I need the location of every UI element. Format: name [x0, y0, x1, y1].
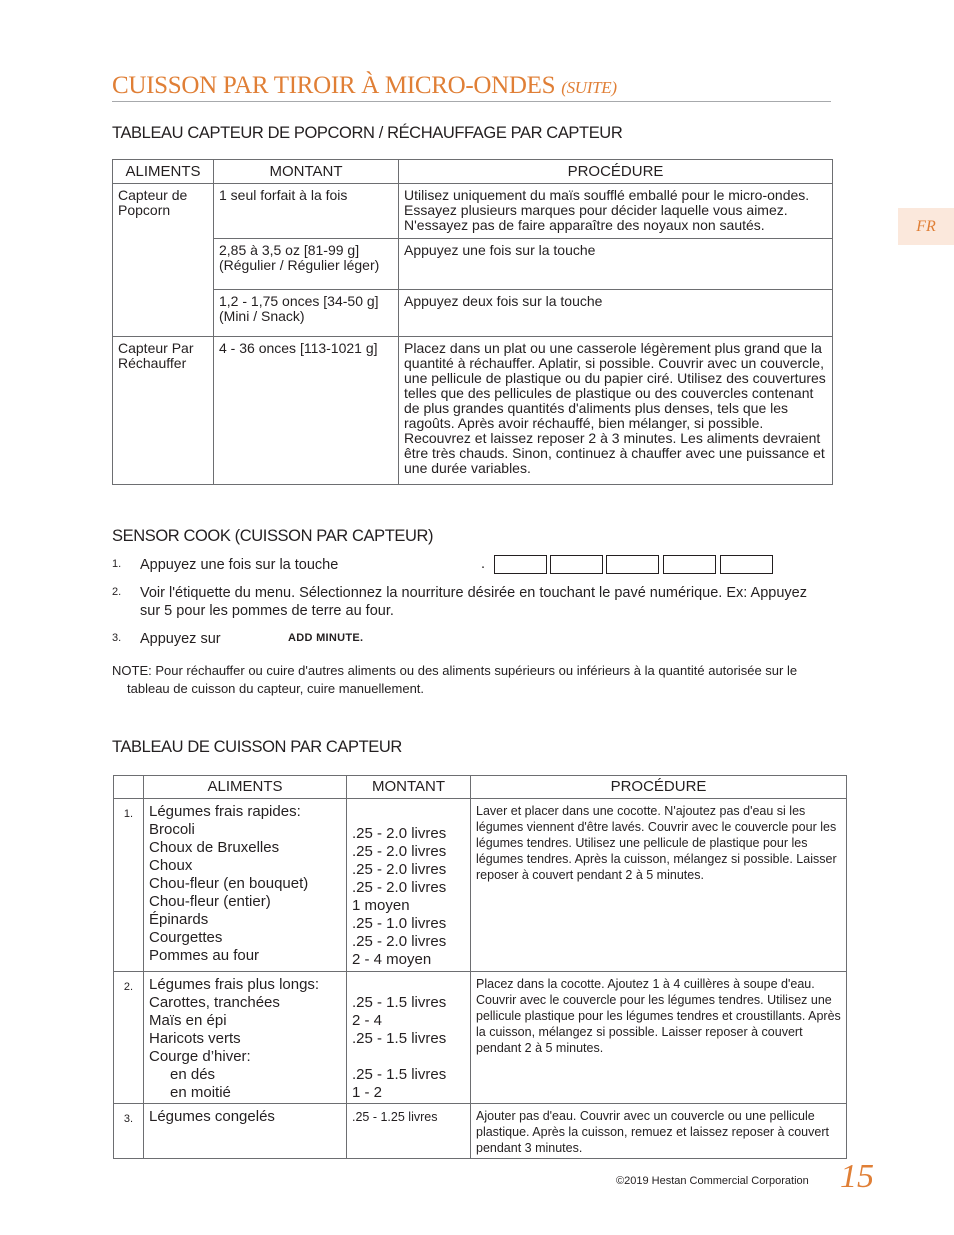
amount-item: .25 - 1.5 livres — [352, 994, 447, 1011]
sensor-cook-table — [113, 775, 847, 1159]
food-cell: Capteur Par Réchauffer — [113, 337, 214, 485]
procedure-cell: Appuyez une fois sur la touche — [399, 239, 833, 290]
step-number: 3. — [112, 632, 122, 644]
amount-item: 2 - 4 — [352, 1012, 383, 1029]
table-header-row — [113, 160, 833, 184]
food-item: Choux de Bruxelles — [149, 839, 280, 856]
amount-item: .25 - 1.25 livres — [352, 1110, 438, 1124]
table-row — [113, 239, 833, 290]
note-text: NOTE: Pour réchauffer ou cuire d'autres aliments ou des aliments supérieurs ou inférieurs à la quantité autorisée sur le tableau de cuisson du capteur, cuire manuellement. — [112, 663, 798, 696]
food-item: Légumes frais plus longs: — [149, 976, 320, 993]
food-item: Courgettes — [149, 929, 223, 946]
food-cell: Capteur de Popcorn — [113, 184, 214, 337]
language-tab: FR — [898, 208, 954, 245]
step-text: Voir l'étiquette du menu. Sélectionnez la nourriture désirée en touchant le pavé numérique. Ex: Appuyez sur 5 pour les pommes de terre au four. — [140, 585, 807, 619]
page-title-suffix: (SUITE) — [561, 78, 617, 97]
amount-cell: 4 - 36 onces [113-1021 g] — [214, 337, 399, 485]
row-number: 1. — [114, 799, 144, 972]
amount-item: .25 - 2.0 livres — [352, 861, 447, 878]
copyright-footer: ©2019 Hestan Commercial Corporation — [616, 1175, 809, 1187]
sensor-note — [112, 662, 832, 698]
add-minute-key-label: ADD MINUTE. — [288, 632, 364, 644]
amount-item: .25 - 2.0 livres — [352, 933, 447, 950]
amount-list-cell — [347, 972, 471, 1104]
food-item: Chou-fleur (entier) — [149, 893, 271, 910]
step-number: 2. — [112, 586, 122, 598]
amount-item: 2 - 4 moyen — [352, 951, 432, 968]
popcorn-table-heading: TABLEAU CAPTEUR DE POPCORN / RÉCHAUFFAGE PAR CAPTEUR — [112, 124, 623, 142]
amount-item: .25 - 1.5 livres — [352, 1030, 447, 1047]
amount-item: 1 - 2 — [352, 1084, 383, 1101]
column-header-amount: MONTANT — [347, 776, 471, 799]
food-item: Maïs en épi — [149, 1012, 227, 1029]
amount-item: .25 - 1.5 livres — [352, 1066, 447, 1083]
food-item: Carottes, tranchées — [149, 994, 280, 1011]
amount-item — [352, 1048, 465, 1066]
amount-list-cell — [347, 1104, 471, 1159]
column-header-food: ALIMENTS — [144, 776, 347, 799]
amount-list-cell — [347, 799, 471, 972]
amount-item: .25 - 1.0 livres — [352, 915, 447, 932]
food-item: Brocoli — [149, 821, 195, 838]
column-header-procedure: PROCÉDURE — [471, 776, 847, 799]
title-divider — [112, 101, 831, 102]
row-number: 2. — [114, 972, 144, 1104]
table-row — [113, 290, 833, 337]
table-row — [113, 337, 833, 485]
key-graphic-box — [606, 555, 659, 574]
column-header-procedure: PROCÉDURE — [399, 160, 833, 184]
food-item: Épinards — [149, 911, 209, 928]
column-header-food: ALIMENTS — [113, 160, 214, 184]
key-graphic-box — [550, 555, 603, 574]
step-number: 1. — [112, 558, 122, 570]
food-item: Chou-fleur (en bouquet) — [149, 875, 309, 892]
page-number: 15 — [840, 1158, 874, 1195]
column-header-number — [114, 776, 144, 799]
food-list-cell — [144, 799, 347, 972]
table-header-row — [114, 776, 847, 799]
food-item: Pommes au four — [149, 947, 260, 964]
page-title-text: CUISSON PAR TIROIR À MICRO-ONDES — [112, 72, 556, 99]
procedure-cell: Placez dans un plat ou une casserole légèrement plus grand que la quantité à réchauffer. Aplatir, si possible. Couvrir avec un couvercle, une pellicule de plastique ou du papier ciré. Utilisez des couvertures telles que des pellicules de plastique ou des couvercles contenant de plus grandes quantités d'aliments plus denses, tels que les ragoûts. Après avoir réchauffé, bien mélanger, si possible. Recouvrez et laissez reposer 2 à 3 minutes. Les aliments devraient être très chauds. Sinon, continuez à chauffer avec une puissance et une durée variables. — [399, 337, 833, 485]
popcorn-reheat-table — [112, 159, 833, 485]
procedure-cell: Ajouter pas d'eau. Couvrir avec un couvercle ou une pellicule plastique. Après la cuisson, remuez et laissez reposer à couvert pendant 3 minutes. — [471, 1104, 847, 1159]
row-number: 3. — [114, 1104, 144, 1159]
key-graphic-box — [494, 555, 547, 574]
step-trailing-period: . — [481, 556, 486, 572]
food-item: Courge d’hiver: — [149, 1048, 251, 1065]
page-title — [112, 72, 831, 100]
table-row — [114, 972, 847, 1104]
amount-cell: 1 seul forfait à la fois — [214, 184, 399, 239]
amount-cell: 2,85 à 3,5 oz [81-99 g] (Régulier / Régulier léger) — [214, 239, 399, 290]
table-row — [114, 1104, 847, 1159]
amount-item: .25 - 2.0 livres — [352, 843, 447, 860]
food-item: en moitié — [170, 1084, 231, 1101]
food-item: Légumes congelés — [149, 1108, 275, 1125]
amount-item: .25 - 2.0 livres — [352, 879, 447, 896]
food-item: Choux — [149, 857, 193, 874]
food-list-cell — [144, 972, 347, 1104]
sensor-cook-table-heading: TABLEAU DE CUISSON PAR CAPTEUR — [112, 738, 402, 756]
step-text: Appuyez une fois sur la touche — [140, 557, 339, 573]
key-graphic-box — [663, 555, 716, 574]
amount-cell: 1,2 - 1,75 onces [34-50 g] (Mini / Snack) — [214, 290, 399, 337]
table-row — [114, 799, 847, 972]
amount-item: .25 - 2.0 livres — [352, 825, 447, 842]
procedure-cell: Utilisez uniquement du maïs soufflé emballé pour le micro-ondes. Essayez plusieurs marques pour décider laquelle vous aimez. N'essayez pas de faire apparaître des noyaux non sautés. — [399, 184, 833, 239]
column-header-amount: MONTANT — [214, 160, 399, 184]
procedure-cell: Laver et placer dans une cocotte. N'ajoutez pas d'eau si les légumes viennent d'être lavés. Couvrir avec le couvercle pour les légumes tendres. Utilisez une pellicule de plastique pour les légumes tendres. Après la cuisson, mélangez si possible. Laisser reposer à couvert pendant 2 à 5 minutes. — [471, 799, 847, 972]
food-item: Légumes frais rapides: — [149, 803, 301, 820]
food-item: Haricots verts — [149, 1030, 241, 1047]
procedure-cell: Appuyez deux fois sur la touche — [399, 290, 833, 337]
key-graphic-box — [720, 555, 773, 574]
food-list-cell — [144, 1104, 347, 1159]
sensor-cook-heading: SENSOR COOK (CUISSON PAR CAPTEUR) — [112, 527, 434, 545]
food-item: en dés — [170, 1066, 216, 1083]
procedure-cell: Placez dans la cocotte. Ajoutez 1 à 4 cuillères à soupe d'eau. Couvrir avec le couvercle pour les légumes tendres. Utilisez une pellicule plastique pour les légumes tendres et croustillants. Après la cuisson, mélangez si possible. Laisser reposer à couvert pendant 2 à 5 minutes. — [471, 972, 847, 1104]
step-text: Appuyez sur — [140, 631, 221, 647]
amount-item: 1 moyen — [352, 897, 410, 914]
table-row — [113, 184, 833, 239]
